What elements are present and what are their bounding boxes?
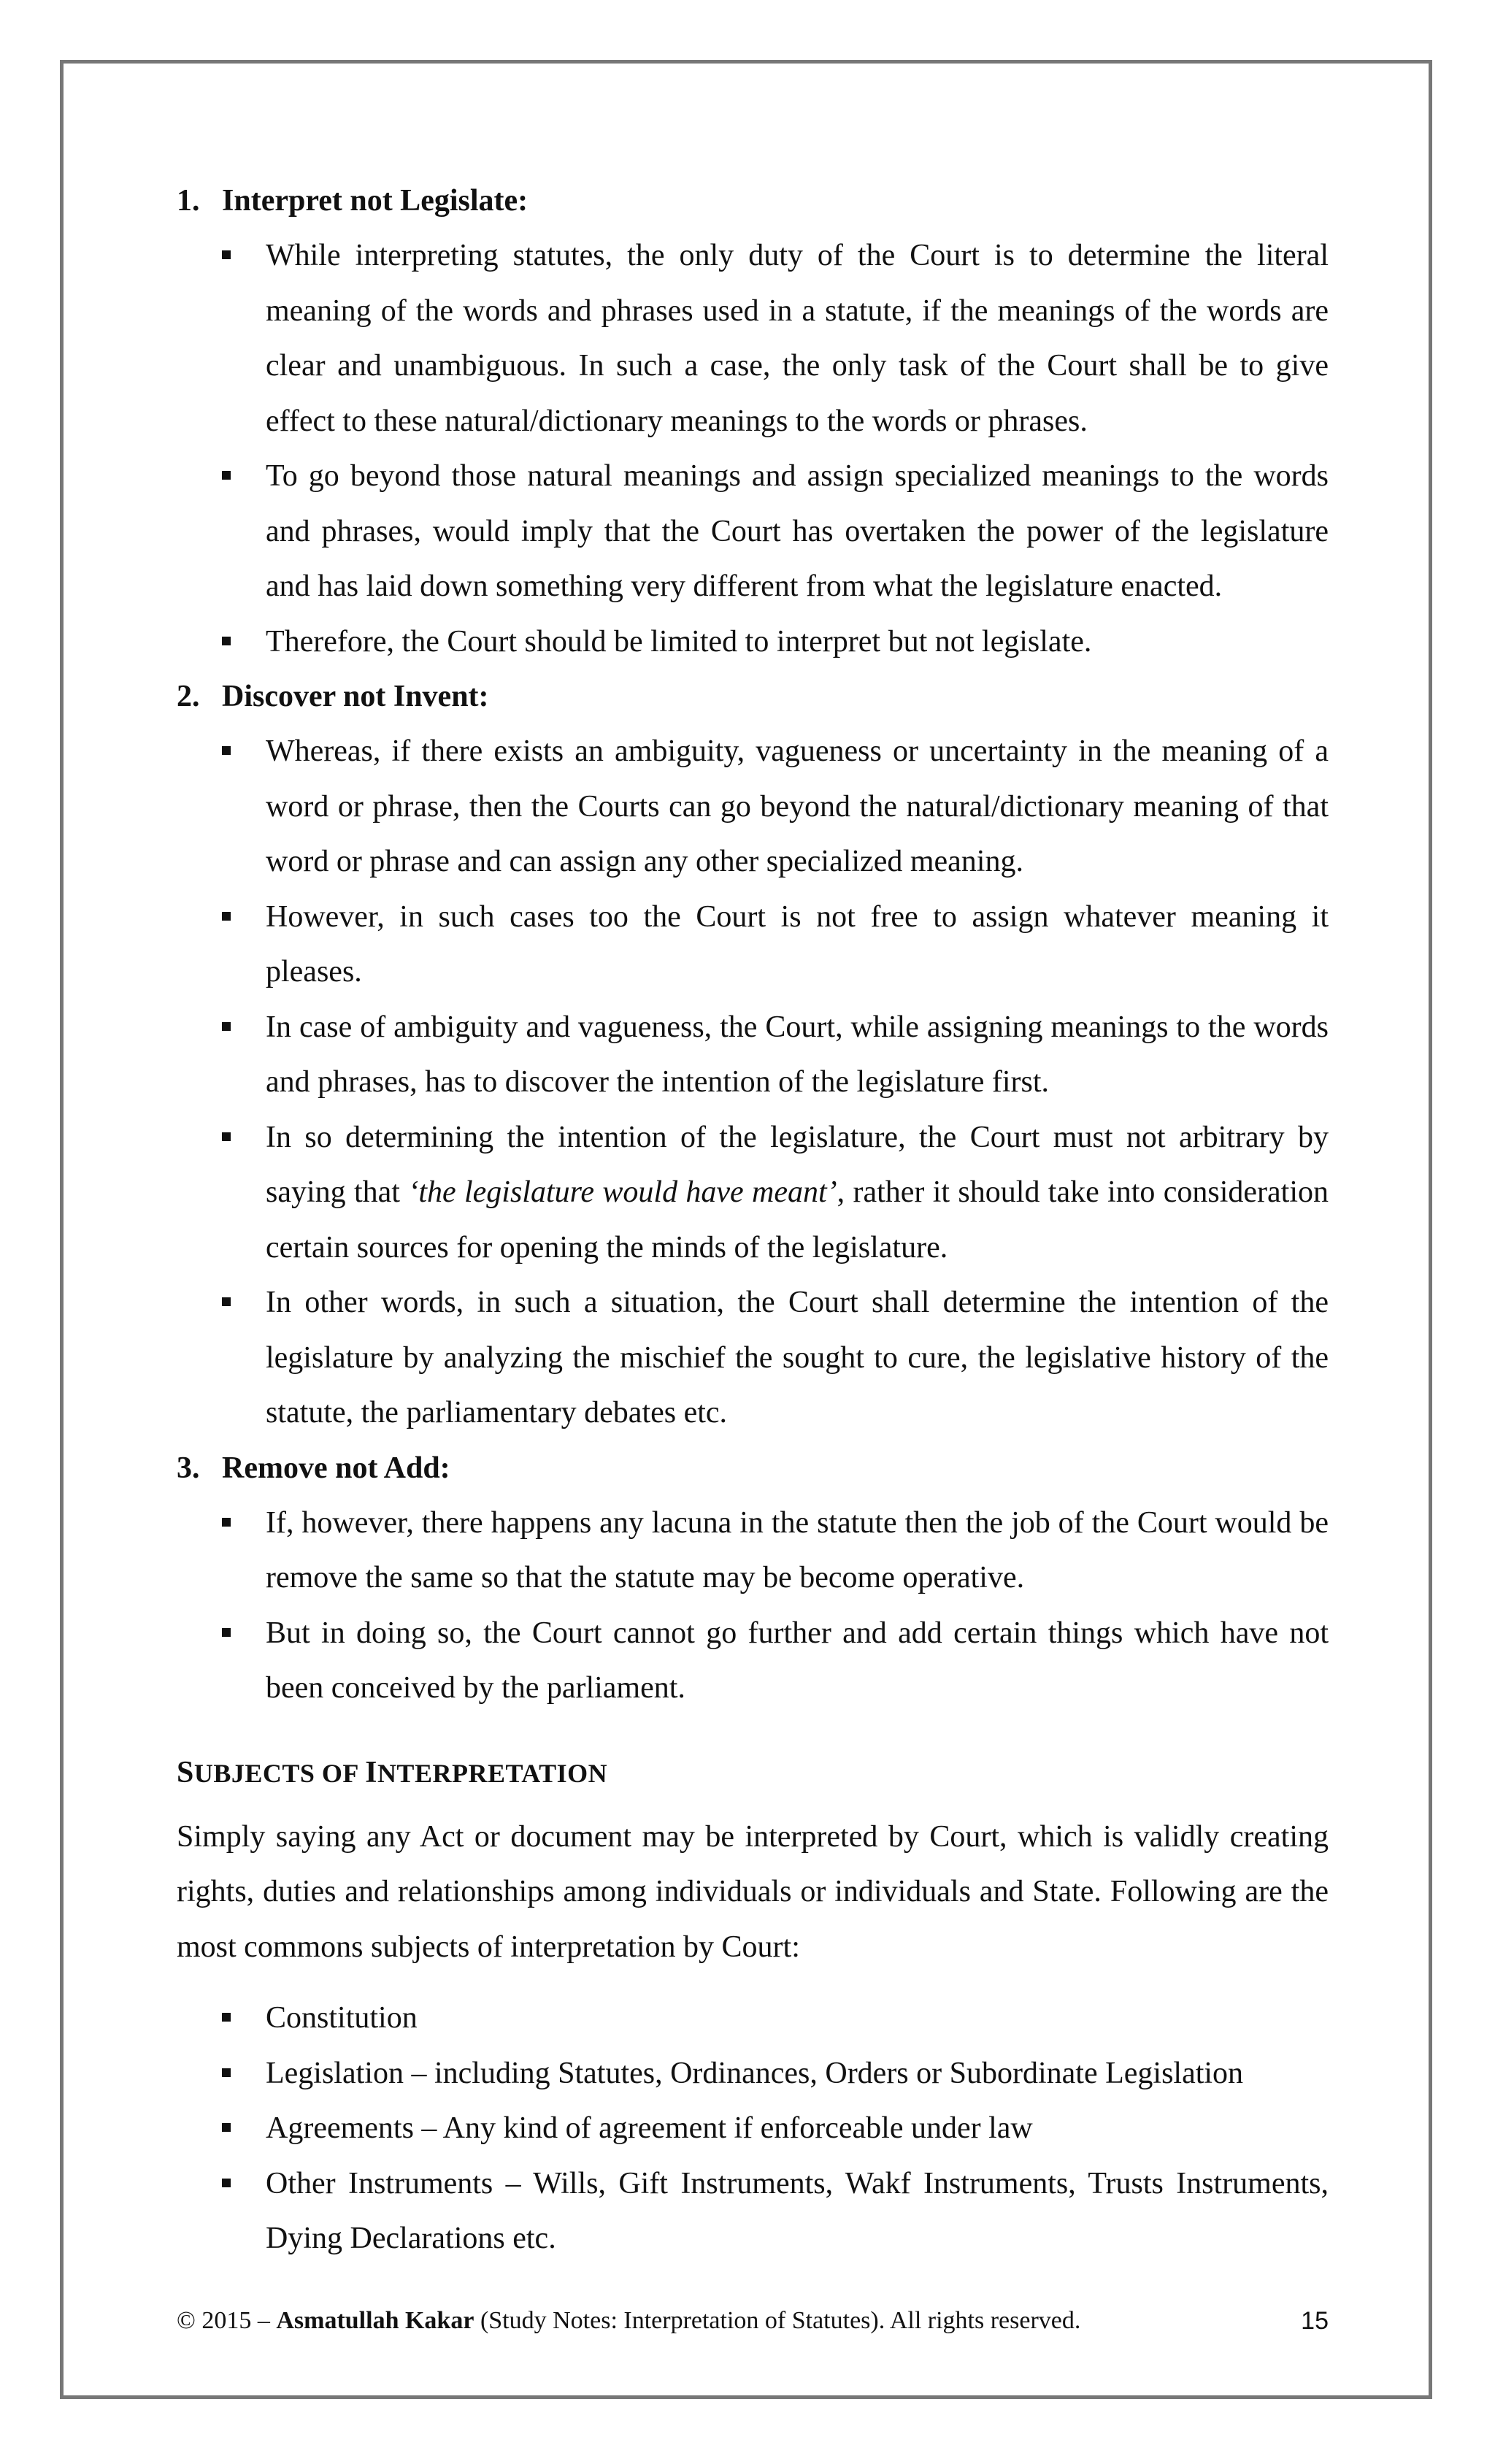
section-title: Interpret not Legislate: — [222, 184, 529, 218]
bullet-item: However, in such cases too the Court is not free to assign whatever meaning it pleases. — [266, 890, 1329, 1000]
bullet-list — [177, 229, 1329, 669]
section-discover-not-invent — [177, 669, 1329, 1441]
page-number: 15 — [1301, 2307, 1329, 2335]
bullet-item: In other words, in such a situation, the Court shall determine the intention of the legislature by analyzing the mischief the sought to cure, the legislative history of the statute, the parliamentary debates etc. — [266, 1275, 1329, 1441]
author-name: Asmatullah Kakar — [276, 2307, 474, 2334]
section-heading — [177, 669, 1329, 724]
bullet-item: To go beyond those natural meanings and assign specialized meanings to the words and phrases, would imply that the Court has overtaken the power of the legislature and has laid down something very different from what the legislature enacted. — [266, 449, 1329, 615]
section-title: Discover not Invent: — [222, 680, 489, 713]
section-title: Remove not Add: — [222, 1451, 450, 1485]
section-number: 1. — [177, 184, 200, 218]
section-heading — [177, 174, 1329, 229]
bullet-item-with-quote — [266, 1110, 1329, 1276]
italic-quote: ‘the legislature would have meant’ — [408, 1175, 837, 1209]
section-number: 3. — [177, 1451, 200, 1485]
subjects-intro-paragraph: Simply saying any Act or document may be interpreted by Court, which is validly creating rights, duties and relationships among individuals or individuals and State. Following are the most commons subjects of interpretation by Court: — [177, 1819, 1329, 1964]
bullet-item: While interpreting statutes, the only duty of the Court is to determine the literal meaning of the words and phrases used in a statute, if the meanings of the words are clear and unambiguous. In such a case, the only task of the Court shall be to give effect to these natural/dictionary meanings to the words or phrases. — [266, 229, 1329, 449]
bullet-item: Whereas, if there exists an ambiguity, vagueness or uncertainty in the meaning of a word or phrase, then the Courts can go beyond the natural/dictionary meaning of that word or phrase and can assign any other specialized meaning. — [266, 724, 1329, 890]
document-body — [177, 174, 1329, 2267]
subject-item: Other Instruments – Wills, Gift Instruments, Wakf Instruments, Trusts Instruments, Dying Declarations etc. — [266, 2157, 1329, 2267]
section-heading — [177, 1441, 1329, 1496]
bullet-item: If, however, there happens any lacuna in the statute then the job of the Court would be remove the same so that the statute may be become operative. — [266, 1496, 1329, 1606]
subjects-list — [177, 1991, 1329, 2267]
bullet-list — [177, 724, 1329, 1441]
subject-item: Constitution — [266, 1991, 1329, 2046]
bullet-list — [177, 1496, 1329, 1716]
bullet-text: In so determining the intention of the legislature, the Court must not arbitrary by saying that — [266, 1120, 1329, 1209]
subjects-heading: SUBJECTS OF INTERPRETATION — [177, 1755, 608, 1789]
bullet-item: In case of ambiguity and vagueness, the Court, while assigning meanings to the words and phrases, has to discover the intention of the legislature first. — [266, 1000, 1329, 1110]
section-remove-not-add — [177, 1441, 1329, 1716]
page-footer — [177, 2307, 1329, 2336]
copyright-notice: © 2015 – Asmatullah Kakar (Study Notes: Interpretation of Statutes). All rights reserved. — [177, 2307, 1081, 2334]
bullet-item: But in doing so, the Court cannot go further and add certain things which have not been conceived by the parliament. — [266, 1606, 1329, 1716]
subject-item: Agreements – Any kind of agreement if enforceable under law — [266, 2101, 1329, 2157]
bullet-text-tail: , rather it should take into consideration certain sources for opening the minds of the legislature. — [266, 1175, 1329, 1264]
bullet-item: Therefore, the Court should be limited to interpret but not legislate. — [266, 615, 1329, 670]
section-number: 2. — [177, 680, 200, 713]
section-interpret-not-legislate — [177, 174, 1329, 669]
subject-item: Legislation – including Statutes, Ordinances, Orders or Subordinate Legislation — [266, 2046, 1329, 2102]
